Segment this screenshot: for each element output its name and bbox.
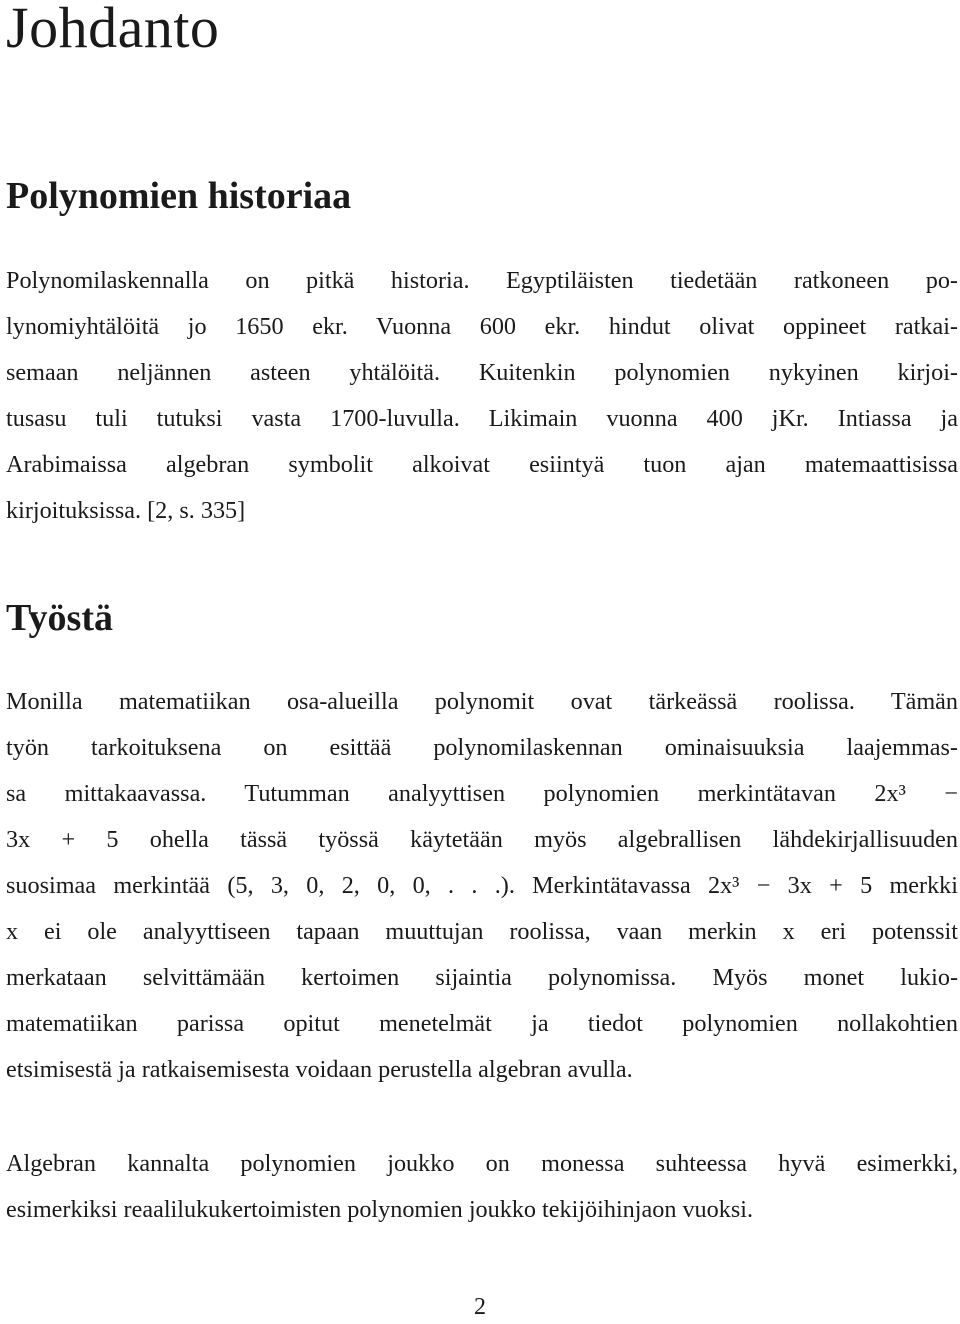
work-paragraph-2 bbox=[6, 1141, 958, 1233]
section-title-work: Työstä bbox=[6, 597, 113, 639]
text-line: esimerkiksi reaalilukukertoimisten polynomien joukko tekijöihinjaon vuoksi. bbox=[6, 1196, 754, 1223]
text-line: työn tarkoituksena on esittää polynomilaskennan ominaisuuksia laajemmas- bbox=[6, 734, 958, 761]
text-line: merkataan selvittämään kertoimen sijaintia polynomissa. Myös monet lukio- bbox=[6, 964, 958, 991]
text-line: tusasu tuli tutuksi vasta 1700-luvulla. Likimain vuonna 400 jKr. Intiassa ja bbox=[6, 405, 958, 432]
text-line: sa mittakaavassa. Tutumman analyyttisen polynomien merkintätavan 2x³ − bbox=[6, 780, 958, 807]
history-paragraph bbox=[6, 258, 958, 534]
text-line: Algebran kannalta polynomien joukko on monessa suhteessa hyvä esimerkki, bbox=[6, 1150, 958, 1177]
chapter-title: Johdanto bbox=[6, 0, 220, 60]
section-title-history: Polynomien historiaa bbox=[6, 175, 352, 217]
text-line: Arabimaissa algebran symbolit alkoivat esiintyä tuon ajan matemaattisissa bbox=[6, 451, 958, 478]
text-line: semaan neljännen asteen yhtälöitä. Kuitenkin polynomien nykyinen kirjoi- bbox=[6, 359, 958, 386]
text-line: suosimaa merkintää (5, 3, 0, 2, 0, 0, . . .). Merkintätavassa 2x³ − 3x + 5 merkki bbox=[6, 872, 958, 899]
text-line: x ei ole analyyttiseen tapaan muuttujan roolissa, vaan merkin x eri potenssit bbox=[6, 918, 958, 945]
text-line: 3x + 5 ohella tässä työssä käytetään myös algebrallisen lähdekirjallisuuden bbox=[6, 826, 958, 853]
text-line: lynomiyhtälöitä jo 1650 ekr. Vuonna 600 ekr. hindut olivat oppineet ratkai- bbox=[6, 313, 958, 340]
text-line: etsimisestä ja ratkaisemisesta voidaan perustella algebran avulla. bbox=[6, 1056, 633, 1083]
text-line: Monilla matematiikan osa-alueilla polynomit ovat tärkeässä roolissa. Tämän bbox=[6, 688, 958, 715]
text-line: kirjoituksissa. [2, s. 335] bbox=[6, 497, 246, 524]
text-line: matematiikan parissa opitut menetelmät ja tiedot polynomien nollakohtien bbox=[6, 1010, 958, 1037]
work-paragraph-1 bbox=[6, 679, 958, 1093]
page-number: 2 bbox=[474, 1294, 486, 1320]
text-line: Polynomilaskennalla on pitkä historia. Egyptiläisten tiedetään ratkoneen po- bbox=[6, 267, 958, 294]
